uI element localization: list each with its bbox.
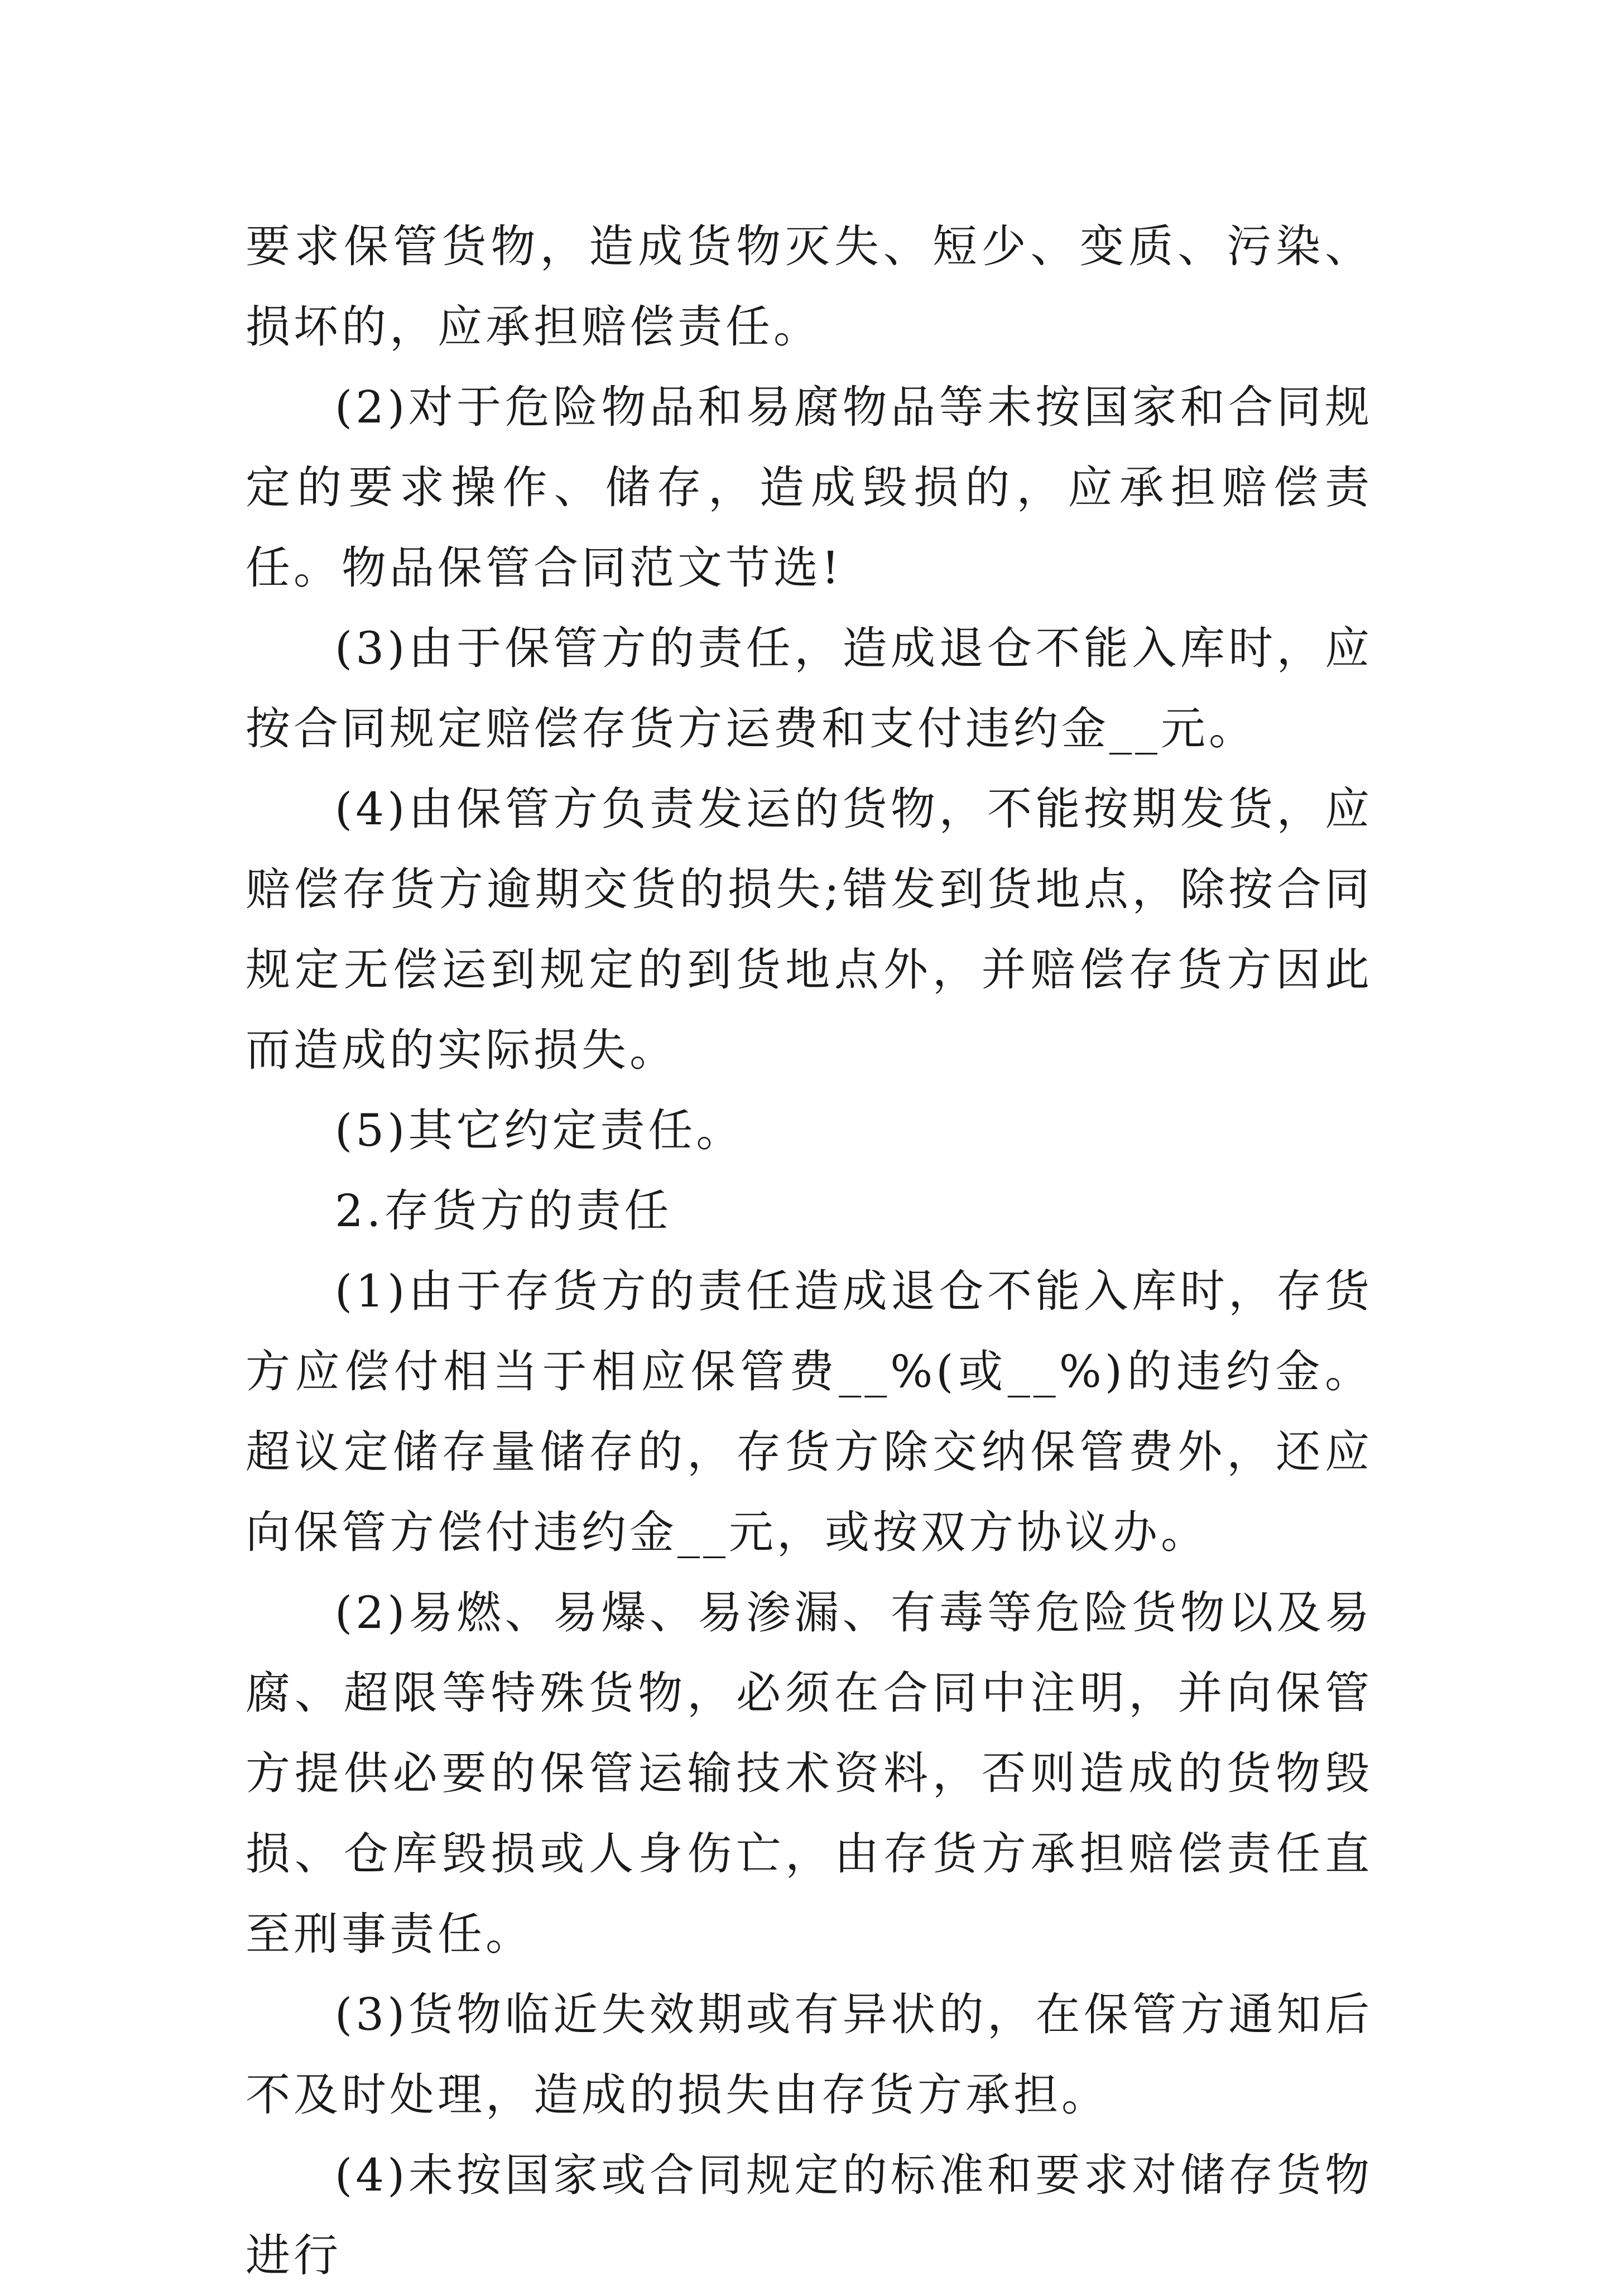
paragraph: (1)由于存货方的责任造成退仓不能入库时，存货方应偿付相当于相应保管费__%(或__%)的违约金。超议定储存量储存的，存货方除交纳保管费外，还应向保管方偿付违约金__元，或按双方协议办。	[246, 1265, 1373, 1558]
paragraph: (3)由于保管方的责任，造成退仓不能入库时，应按合同规定赔偿存货方运费和支付违约金__元。	[246, 622, 1373, 755]
paragraph: (4)由保管方负责发运的货物，不能按期发货，应赔偿存货方逾期交货的损失;错发到货地点，除按合同规定无偿运到规定的到货地点外，并赔偿存货方因此而造成的实际损失。	[246, 783, 1373, 1076]
paragraph: (2)对于危险物品和易腐物品等未按国家和合同规定的要求操作、储存，造成毁损的，应承担赔偿责任。物品保管合同范文节选!	[246, 381, 1373, 594]
document-body	[246, 206, 1373, 2296]
paragraph: (3)货物临近失效期或有异状的，在保管方通知后不及时处理，造成的损失由存货方承担。	[246, 1988, 1373, 2121]
paragraph: (2)易燃、易爆、易渗漏、有毒等危险货物以及易腐、超限等特殊货物，必须在合同中注明，并向保管方提供必要的保管运输技术资料，否则造成的货物毁损、仓库毁损或人身伤亡，由存货方承担赔偿责任直至刑事责任。	[246, 1587, 1373, 1960]
paragraph: (4)未按国家或合同规定的标准和要求对储存货物进行	[246, 2149, 1373, 2281]
paragraph: (5)其它约定责任。	[335, 1104, 744, 1156]
paragraph: 要求保管货物，造成货物灭失、短少、变质、污染、损坏的，应承担赔偿责任。	[246, 220, 1373, 353]
section-heading: 2.存货方的责任	[335, 1185, 672, 1237]
